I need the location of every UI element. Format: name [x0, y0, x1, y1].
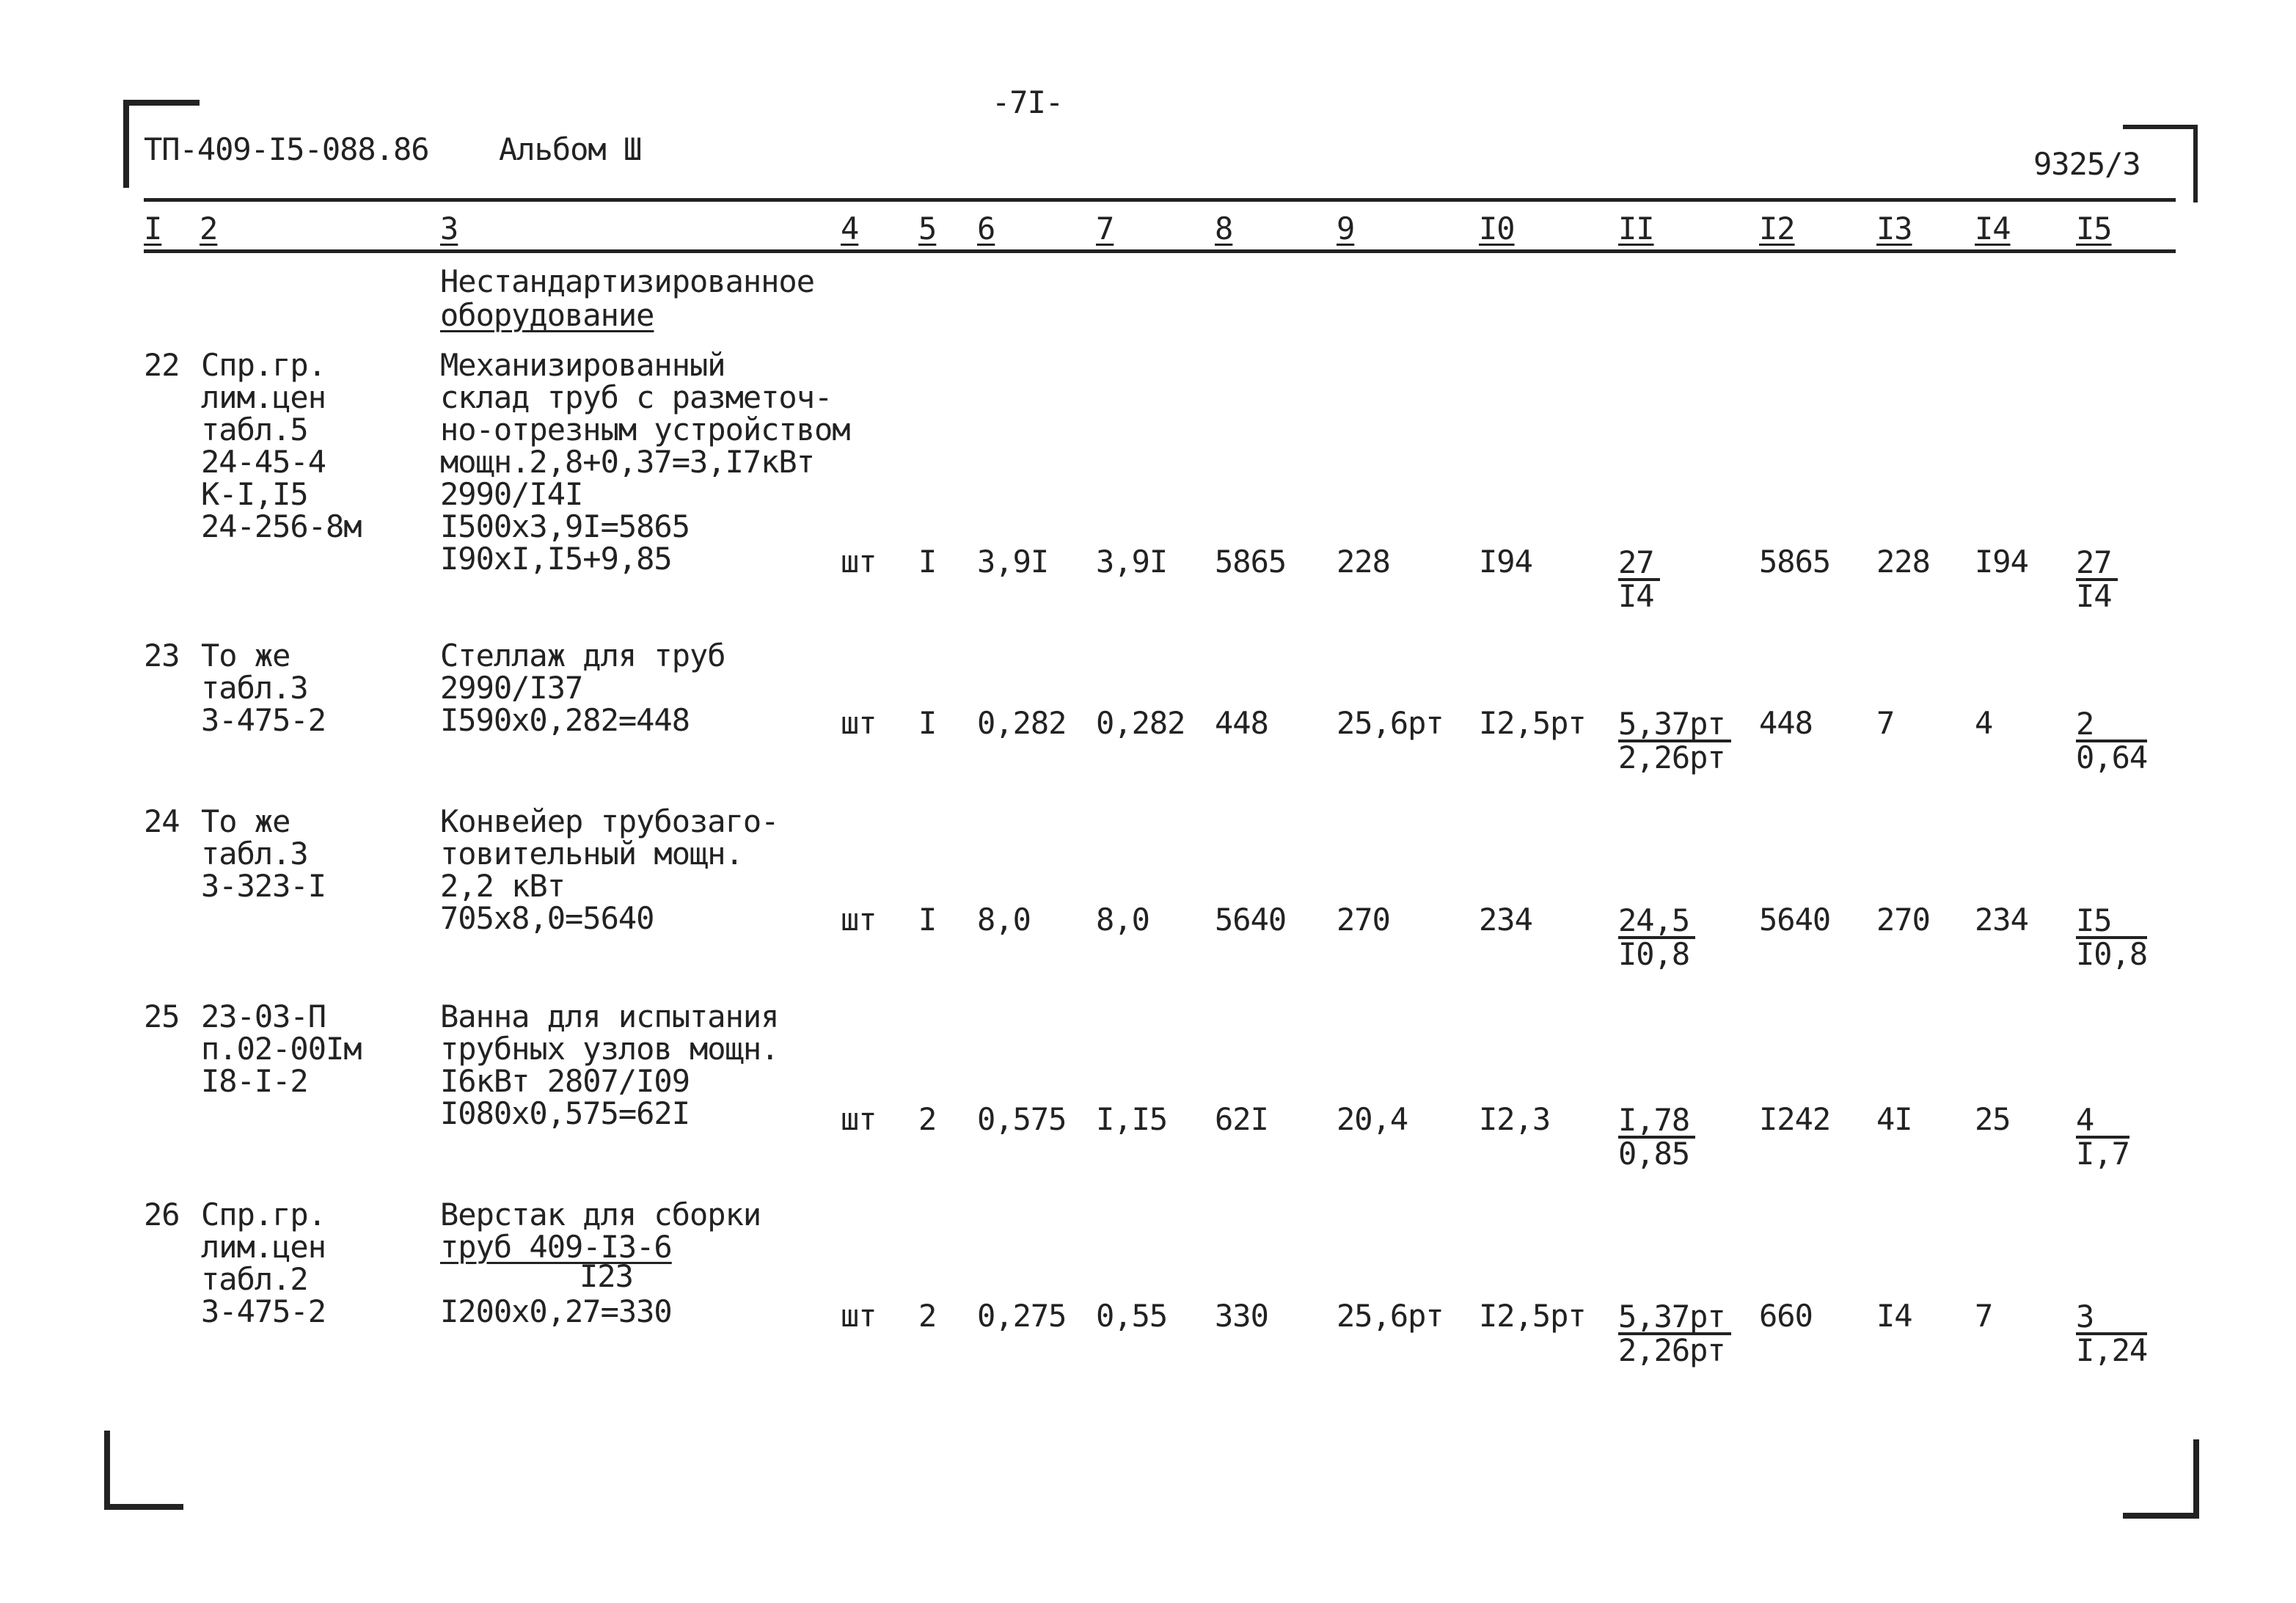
cell-col9: 25,6рт [1337, 1298, 1444, 1334]
reference-line: п.02-00Iм [201, 1031, 362, 1067]
fraction-denominator: 2,26рт [1618, 1332, 1725, 1368]
quantity-cell: I [918, 902, 937, 938]
fraction-denominator: 2,26рт [1618, 740, 1725, 775]
description-line: 2,2 кВт [440, 868, 566, 904]
fraction-denominator: 0,64 [2076, 740, 2148, 775]
column-header: I [144, 211, 162, 247]
document-code: ТП-409-I5-088.86 [144, 131, 429, 167]
description-line: 2990/I37 [440, 670, 583, 706]
cell-col9: 25,6рт [1337, 705, 1444, 741]
cell-col10: I2,5рт [1479, 705, 1586, 741]
quantity-cell: I [918, 705, 937, 741]
page-number: -7I- [992, 84, 1064, 120]
cell-col9: 270 [1337, 902, 1390, 938]
fraction-col15 [2076, 1102, 2129, 1172]
cell-col9: 228 [1337, 544, 1390, 580]
reference-line: табл.3 [201, 670, 308, 706]
unit-cell: шт [841, 1298, 877, 1334]
description-line: 2990/I4I [440, 476, 583, 512]
reference-line: 3-475-2 [201, 1293, 326, 1329]
reference-line: табл.3 [201, 836, 308, 872]
description-line: I590х0,282=448 [440, 702, 690, 738]
header-rule [144, 198, 2176, 202]
cell-col10: 234 [1479, 902, 1532, 938]
cell-col13: I4 [1876, 1298, 1912, 1334]
fraction-numerator: 2 [2076, 709, 2147, 742]
cell-col8: 448 [1215, 705, 1268, 741]
corner-mark-bottom-left [104, 1431, 183, 1510]
cell-col14: 25 [1975, 1101, 2011, 1137]
cell-col6: 3,9I [977, 544, 1049, 580]
cell-col14: I94 [1975, 544, 2028, 580]
cell-col12: 660 [1759, 1298, 1813, 1334]
fraction-denominator: I,7 [2076, 1136, 2129, 1172]
unit-cell: шт [841, 705, 877, 741]
fraction-col11 [1618, 544, 1660, 614]
row-number: 25 [144, 998, 180, 1034]
fraction-denominator: I4 [2076, 578, 2112, 614]
cell-col8: 5865 [1215, 544, 1287, 580]
cell-col7: 0,282 [1096, 705, 1185, 741]
row-number: 26 [144, 1197, 180, 1233]
sheet-number: 9325/3 [2033, 146, 2140, 182]
description-line: труб 409-I3-6 [440, 1229, 672, 1265]
cell-col7: 3,9I [1096, 544, 1168, 580]
description-line: но-отрезным устройством [440, 412, 850, 448]
section-title: оборудование [440, 297, 654, 333]
reference-line: табл.5 [201, 412, 308, 448]
fraction-col15 [2076, 1301, 2147, 1366]
column-header: 8 [1215, 211, 1233, 247]
reference-line: I8-I-2 [201, 1063, 308, 1099]
cell-col14: 234 [1975, 902, 2028, 938]
cell-col14: 7 [1975, 1298, 1993, 1334]
cell-col6: 0,282 [977, 705, 1067, 741]
column-header: I5 [2076, 211, 2112, 247]
reference-line: К-I,I5 [201, 476, 308, 512]
cell-col6: 8,0 [977, 902, 1031, 938]
corner-mark-bottom-right [2123, 1439, 2199, 1519]
fraction-numerator: 27 [2076, 547, 2118, 581]
fraction-denominator: I,24 [2076, 1332, 2148, 1368]
fraction-denominator: I4 [1618, 578, 1654, 614]
description-line: Механизированный [440, 347, 725, 383]
cell-col6: 0,575 [977, 1101, 1067, 1137]
fraction-denominator: I0,8 [2076, 936, 2148, 972]
cell-col7: I,I5 [1096, 1101, 1168, 1137]
cell-col12: I242 [1759, 1101, 1831, 1137]
fraction-denominator: 0,85 [1618, 1136, 1690, 1172]
description-line: I200х0,27=330 [440, 1293, 672, 1329]
unit-cell: шт [841, 902, 877, 938]
fraction-numerator: 24,5 [1618, 905, 1695, 939]
cell-col13: 270 [1876, 902, 1930, 938]
column-header: 6 [977, 211, 995, 247]
fraction-numerator: I5 [2076, 905, 2147, 939]
description-line: Стеллаж для труб [440, 638, 725, 673]
cell-col10: I2,5рт [1479, 1298, 1586, 1334]
reference-line: 24-45-4 [201, 444, 326, 480]
column-header: 3 [440, 211, 458, 247]
unit-cell: шт [841, 1101, 877, 1137]
cell-col9: 20,4 [1337, 1101, 1408, 1137]
cell-col14: 4 [1975, 705, 1993, 741]
reference-line: Спр.гр. [201, 347, 326, 383]
cell-col8: 5640 [1215, 902, 1287, 938]
column-header: 9 [1337, 211, 1355, 247]
fraction-col15 [2076, 902, 2148, 972]
album-label: Альбом Ш [499, 131, 642, 167]
section-title: Нестандартизированное [440, 263, 815, 299]
description-line: I6кВт 2807/I09 [440, 1063, 690, 1099]
quantity-cell: I [918, 544, 937, 580]
fraction-col15 [2076, 544, 2118, 614]
cell-col13: 7 [1876, 705, 1895, 741]
cell-col7: 8,0 [1096, 902, 1149, 938]
cell-col13: 228 [1876, 544, 1930, 580]
fraction-numerator: 3 [2076, 1301, 2147, 1335]
fraction-col11 [1618, 1102, 1695, 1172]
column-header: I2 [1759, 211, 1795, 247]
quantity-cell: 2 [918, 1101, 937, 1137]
column-header: 7 [1096, 211, 1114, 247]
quantity-cell: 2 [918, 1298, 937, 1334]
reference-line: 3-475-2 [201, 702, 326, 738]
unit-cell: шт [841, 544, 877, 580]
fraction-col11 [1618, 1301, 1731, 1366]
row-number: 23 [144, 638, 180, 673]
column-header: I4 [1975, 211, 2011, 247]
column-header: I3 [1876, 211, 1912, 247]
description-line: I23 [580, 1258, 633, 1294]
cell-col12: 5640 [1759, 902, 1831, 938]
description-line: Конвейер трубозаго- [440, 803, 779, 839]
column-header: 5 [918, 211, 937, 247]
cell-col10: I2,3 [1479, 1101, 1551, 1137]
description-line: I080х0,575=62I [440, 1095, 690, 1131]
cell-col10: I94 [1479, 544, 1532, 580]
reference-line: Спр.гр. [201, 1197, 326, 1233]
description-line: I90хI,I5+9,85 [440, 541, 672, 577]
cell-col8: 62I [1215, 1101, 1268, 1137]
description-line: товительный мощн. [440, 836, 743, 872]
reference-line: 3-323-I [201, 868, 326, 904]
fraction-numerator: 27 [1618, 547, 1660, 581]
reference-line: табл.2 [201, 1261, 308, 1297]
reference-line: лим.цен [201, 379, 326, 415]
column-header: I0 [1479, 211, 1515, 247]
column-header: 2 [200, 211, 218, 247]
fraction-numerator: 5,37рт [1618, 1301, 1731, 1335]
fraction-denominator: I0,8 [1618, 936, 1690, 972]
reference-line: То же [201, 803, 290, 839]
cell-col12: 5865 [1759, 544, 1831, 580]
cell-col7: 0,55 [1096, 1298, 1168, 1334]
fraction-numerator: 4 [2076, 1105, 2129, 1139]
description-line: трубных узлов мощн. [440, 1031, 779, 1067]
column-header: II [1618, 211, 1654, 247]
column-header-rule [144, 249, 2176, 253]
fraction-numerator: I,78 [1618, 1105, 1695, 1139]
fraction-col11 [1618, 706, 1731, 775]
description-line: Ванна для испытания [440, 998, 779, 1034]
column-header: 4 [841, 211, 859, 247]
reference-line: 24-256-8м [201, 508, 362, 544]
reference-line: 23-03-П [201, 998, 326, 1034]
cell-col8: 330 [1215, 1298, 1268, 1334]
cell-col13: 4I [1876, 1101, 1912, 1137]
description-line: мощн.2,8+0,37=3,I7кВт [440, 444, 815, 480]
cell-col12: 448 [1759, 705, 1813, 741]
fraction-col15 [2076, 706, 2148, 775]
cell-col6: 0,275 [977, 1298, 1067, 1334]
fraction-numerator: 5,37рт [1618, 709, 1731, 742]
reference-line: То же [201, 638, 290, 673]
fraction-col11 [1618, 902, 1695, 972]
description-line: 705х8,0=5640 [440, 900, 654, 936]
row-number: 24 [144, 803, 180, 839]
row-number: 22 [144, 347, 180, 383]
reference-line: лим.цен [201, 1229, 326, 1265]
description-line: I500х3,9I=5865 [440, 508, 690, 544]
description-line: склад труб с разметоч- [440, 379, 833, 415]
description-line: Верстак для сборки [440, 1197, 761, 1233]
